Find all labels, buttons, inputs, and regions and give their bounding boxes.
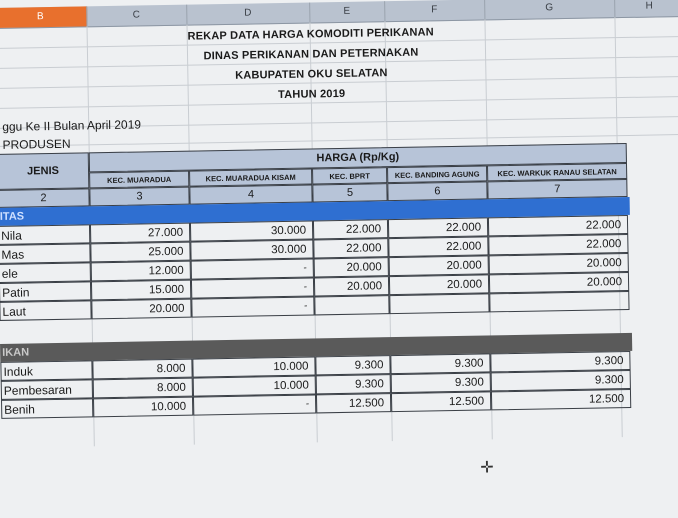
- column-number: 7: [487, 179, 627, 199]
- price-cell[interactable]: 27.000: [90, 223, 190, 244]
- column-header-d[interactable]: D: [186, 2, 310, 24]
- price-cell[interactable]: 20.000: [389, 255, 489, 276]
- column-header-f[interactable]: F: [384, 0, 485, 21]
- column-number: 2: [0, 188, 90, 208]
- column-header-c[interactable]: C: [86, 5, 187, 27]
- column-number: 5: [312, 183, 387, 202]
- price-cell[interactable]: 25.000: [90, 242, 190, 263]
- level-label: PRODUSEN: [2, 136, 71, 152]
- commodity-name-cell[interactable]: Pembesaran: [1, 379, 93, 400]
- price-cell[interactable]: 9.300: [390, 353, 490, 374]
- price-cell[interactable]: 30.000: [190, 220, 313, 241]
- price-cell[interactable]: [389, 293, 489, 314]
- commodity-name-cell[interactable]: Induk: [0, 360, 92, 381]
- price-cell[interactable]: 10.000: [193, 375, 316, 396]
- commodity-name-cell[interactable]: Nila: [0, 224, 90, 245]
- column-header-e[interactable]: E: [309, 1, 385, 22]
- price-cell[interactable]: [314, 295, 389, 315]
- price-cell[interactable]: 20.000: [489, 253, 629, 274]
- commodity-name-cell[interactable]: Laut: [0, 300, 92, 321]
- column-header-b[interactable]: B: [0, 6, 88, 28]
- report-subtitle-department: DINAS PERIKANAN DAN PETERNAKAN: [203, 46, 419, 63]
- section-header-komoditas: ITAS: [0, 197, 630, 226]
- price-cell[interactable]: 12.500: [316, 393, 391, 413]
- price-cell[interactable]: 22.000: [488, 215, 628, 236]
- jenis-header: JENIS: [0, 152, 89, 190]
- price-cell[interactable]: 9.300: [316, 374, 391, 394]
- price-cell[interactable]: 22.000: [388, 236, 488, 257]
- column-number: 3: [89, 187, 189, 207]
- price-cell[interactable]: 15.000: [91, 280, 191, 301]
- price-cell[interactable]: -: [191, 296, 314, 317]
- harga-header: HARGA (Rp/Kg): [89, 143, 627, 172]
- price-cell[interactable]: 9.300: [391, 372, 491, 393]
- price-cell[interactable]: 20.000: [389, 274, 489, 295]
- column-header-bar: [0, 0, 678, 29]
- price-cell[interactable]: 10.000: [192, 356, 315, 377]
- report-subtitle-region: KABUPATEN OKU SELATAN: [235, 67, 388, 82]
- price-cell[interactable]: 20.000: [314, 257, 389, 277]
- price-cell[interactable]: 20.000: [489, 272, 629, 293]
- price-cell[interactable]: 20.000: [91, 299, 191, 320]
- price-cell[interactable]: 9.300: [490, 351, 630, 372]
- price-cell[interactable]: 9.300: [315, 355, 390, 375]
- kecamatan-header: KEC. WARKUK RANAU SELATAN: [487, 163, 627, 181]
- column-header-h[interactable]: H: [614, 0, 678, 17]
- period-label: ggu Ke II Bulan April 2019: [2, 117, 142, 134]
- price-cell[interactable]: 22.000: [313, 219, 388, 239]
- kecamatan-header: KEC. BPRT: [312, 167, 387, 184]
- price-cell[interactable]: 22.000: [313, 238, 388, 258]
- price-cell[interactable]: -: [191, 258, 314, 279]
- price-cell[interactable]: 30.000: [190, 239, 313, 260]
- price-cell[interactable]: [489, 291, 629, 312]
- column-number: 6: [387, 181, 487, 201]
- price-cell[interactable]: 20.000: [314, 276, 389, 296]
- price-cell[interactable]: 22.000: [488, 234, 628, 255]
- commodity-name-cell[interactable]: Patin: [0, 281, 91, 302]
- price-cell[interactable]: 10.000: [93, 397, 193, 418]
- commodity-name-cell[interactable]: Mas: [0, 243, 91, 264]
- price-cell[interactable]: 22.000: [388, 217, 488, 238]
- price-cell[interactable]: -: [193, 394, 316, 415]
- price-cell[interactable]: 8.000: [92, 359, 192, 380]
- price-cell[interactable]: 12.000: [91, 261, 191, 282]
- kecamatan-header: KEC. MUARADUA KISAM: [189, 168, 312, 186]
- cross-cursor-icon: ✛: [480, 459, 494, 477]
- price-cell[interactable]: 12.500: [391, 391, 491, 412]
- price-cell[interactable]: 8.000: [93, 378, 193, 399]
- kecamatan-header: KEC. MUARADUA: [89, 171, 189, 189]
- commodity-name-cell[interactable]: ele: [0, 262, 91, 283]
- commodity-name-cell[interactable]: Benih: [1, 398, 93, 419]
- price-cell[interactable]: 9.300: [491, 370, 631, 391]
- price-cell[interactable]: 12.500: [491, 389, 631, 410]
- kecamatan-header: KEC. BANDING AGUNG: [387, 165, 487, 183]
- price-cell[interactable]: -: [191, 277, 314, 298]
- report-year: TAHUN 2019: [278, 87, 346, 102]
- section-header-ikan: IKAN: [0, 333, 632, 362]
- column-number: 4: [189, 184, 312, 204]
- report-title: REKAP DATA HARGA KOMODITI PERIKANAN: [187, 26, 434, 43]
- column-header-g[interactable]: G: [484, 0, 615, 19]
